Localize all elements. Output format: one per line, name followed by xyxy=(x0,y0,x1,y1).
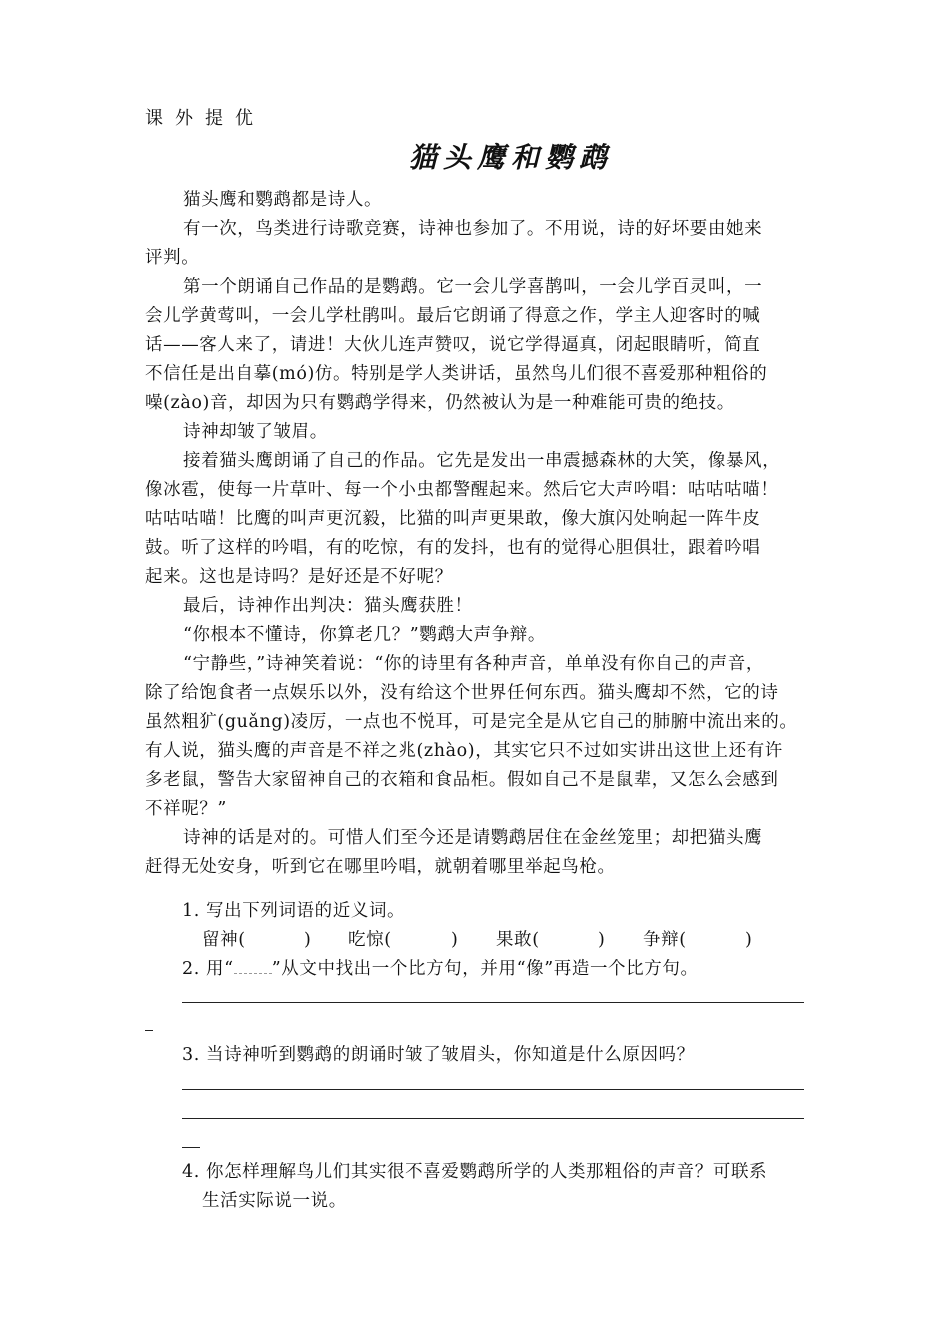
synonym-close-1: ) xyxy=(304,930,312,950)
synonym-word-2: 吃惊( xyxy=(348,930,392,950)
passage-line: 像冰雹，使每一片草叶、每一个小虫都警醒起来。然后它大声吟唱：咕咕咕喵！ xyxy=(145,480,779,500)
wavy-underline-blank xyxy=(234,959,272,974)
passage-line: 接着猫头鹰朗诵了自己的作品。它先是发出一串震撼森林的大笑，像暴风， xyxy=(183,451,781,471)
answer-line-stub xyxy=(145,1030,153,1031)
question-4: 4. 你怎样理解鸟儿们其实很不喜爱鹦鹉所学的人类那粗俗的声音？可联系 xyxy=(182,1162,768,1182)
passage-line: 诗神的话是对的。可惜人们至今还是请鹦鹉居住在金丝笼里；却把猫头鹰 xyxy=(183,828,763,848)
answer-line-stub xyxy=(182,1147,200,1148)
question-1: 1. 写出下列词语的近义词。 xyxy=(182,901,406,921)
synonym-word-3: 果敢( xyxy=(496,930,540,950)
passage-line: 多老鼠，警告大家留神自己的衣箱和食品柜。假如自己不是鼠辈，又怎么会感到 xyxy=(145,770,779,790)
passage-line: 起来。这也是诗吗？是好还是不好呢？ xyxy=(145,567,453,587)
synonym-close-4: ) xyxy=(745,930,753,950)
synonym-word-1: 留神( xyxy=(202,930,246,950)
passage-line: 不信任是出自摹(mó)仿。特别是学人类讲话，虽然鸟儿们很不喜爱那种粗俗的 xyxy=(145,364,768,384)
passage-line: 虽然粗犷(guǎng)凌厉，一点也不悦耳，可是完全是从它自己的肺腑中流出来的。 xyxy=(145,712,798,732)
passage-line: 最后，诗神作出判决：猫头鹰获胜！ xyxy=(183,596,473,616)
answer-line[interactable] xyxy=(182,1089,804,1090)
passage-line: 有人说，猫头鹰的声音是不祥之兆(zhào)，其实它只不过如实讲出这世上还有许 xyxy=(145,741,783,761)
question-2-prefix: 2. 用“ xyxy=(182,959,234,979)
passage-line: 除了给饱食者一点娱乐以外，没有给这个世界任何东西。猫头鹰却不然，它的诗 xyxy=(145,683,779,703)
question-4-continued: 生活实际说一说。 xyxy=(202,1191,347,1211)
synonym-word-4: 争辩( xyxy=(643,930,687,950)
passage-line: 猫头鹰和鹦鹉都是诗人。 xyxy=(183,190,383,210)
passage-line: “你根本不懂诗，你算老几？”鹦鹉大声争辩。 xyxy=(183,625,546,645)
answer-line[interactable] xyxy=(182,1002,804,1003)
section-label: 课外提优 xyxy=(145,108,265,129)
synonym-close-2: ) xyxy=(451,930,459,950)
passage-line: 咕咕咕喵！比鹰的叫声更沉毅，比猫的叫声更果敢，像大旗闪处响起一阵牛皮 xyxy=(145,509,761,529)
passage-line: 第一个朗诵自己作品的是鹦鹉。它一会儿学喜鹊叫，一会儿学百灵叫，一 xyxy=(183,277,763,297)
passage-line: 诗神却皱了皱眉。 xyxy=(183,422,328,442)
passage-line: 评判。 xyxy=(145,248,200,268)
passage-line: 赶得无处安身，听到它在哪里吟唱，就朝着哪里举起鸟枪。 xyxy=(145,857,616,877)
passage-line: “宁静些，”诗神笑着说：“你的诗里有各种声音，单单没有你自己的声音， xyxy=(183,654,764,674)
passage-line: 噪(zào)音，却因为只有鹦鹉学得来，仍然被认为是一种难能可贵的绝技。 xyxy=(145,393,735,413)
passage-line: 鼓。听了这样的吟唱，有的吃惊，有的发抖，也有的觉得心胆俱壮，跟着吟唱 xyxy=(145,538,761,558)
synonym-close-3: ) xyxy=(598,930,606,950)
passage-line: 有一次，鸟类进行诗歌竞赛，诗神也参加了。不用说，诗的好坏要由她来 xyxy=(183,219,763,239)
question-2-suffix: ”从文中找出一个比方句，并用“像”再造一个比方句。 xyxy=(271,959,699,979)
question-3: 3. 当诗神听到鹦鹉的朗诵时皱了皱眉头，你知道是什么原因吗？ xyxy=(182,1045,695,1065)
answer-line[interactable] xyxy=(182,1118,804,1119)
passage-line: 话——客人来了，请进！大伙儿连声赞叹，说它学得逼真，闭起眼睛听，简直 xyxy=(145,335,761,355)
passage-line: 不祥呢？” xyxy=(145,799,227,819)
page-title: 猫头鹰和鹦鹉 xyxy=(408,141,613,174)
question-2 xyxy=(182,955,699,984)
passage-line: 会儿学黄莺叫，一会儿学杜鹃叫。最后它朗诵了得意之作，学主人迎客时的喊 xyxy=(145,306,761,326)
